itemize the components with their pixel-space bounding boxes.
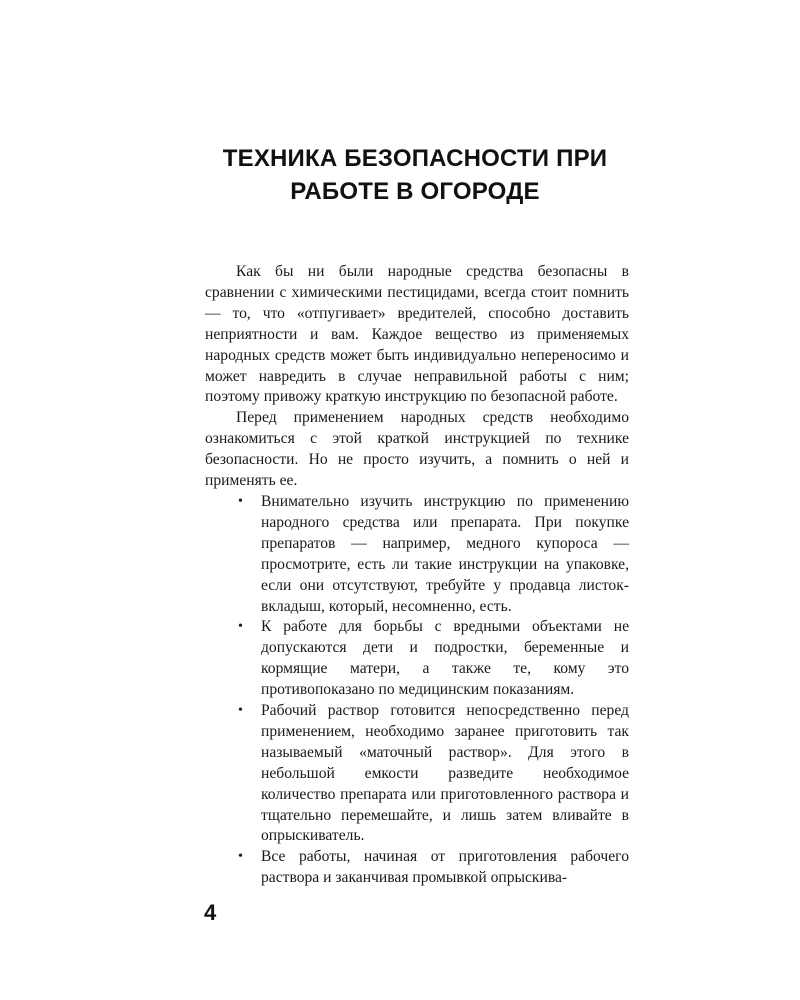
title-line-2: РАБОТЕ В ОГОРОДЕ (290, 178, 540, 205)
page-title (150, 142, 680, 208)
safety-rules-list (205, 492, 629, 889)
list-item-text: Все работы, начиная от приготовления рабочего раствора и заканчивая промывкой опрыскива- (261, 848, 629, 887)
list-item-text: Рабочий раствор готовится непосредственно перед применением, необходимо заранее приготовить так называемый «маточный раствор». Для этого в небольшой емкости разведите необходимое количество препарата или приготовленного раствора и тщательно перемешайте, и лишь затем вливайте в опрыскиватель. (261, 702, 629, 845)
bullet-icon: • (238, 849, 243, 865)
paragraph-intro: Как бы ни были народные средства безопасны в сравнении с химическими пестицидами, всегда стоит помнить — то, что «отпугивает» вредителей, способно доставить неприятности и вам. Каждое вещество из применяемых народных средств может быть индивидуально непереносимо и может навредить в случае неправильной работы с ним; поэтому привожу краткую инструкцию по безопасной работе. (205, 263, 629, 406)
list-item-text: К работе для борьбы с вредными объектами не допускаются дети и подростки, беременные и кормящие матери, а также те, кому это противопоказано по медицинским показаниям. (261, 618, 629, 699)
bullet-icon: • (238, 703, 243, 719)
list-item (205, 617, 629, 701)
body-text (205, 262, 629, 889)
list-item (205, 701, 629, 847)
title-line-1: ТЕХНИКА БЕЗОПАСНОСТИ ПРИ (222, 145, 608, 172)
paragraph-instruction: Перед применением народных средств необходимо ознакомиться с этой краткой инструкцией по технике безопасности. Но не просто изучить, а помнить о ней и применять ее. (205, 409, 629, 490)
page-number: 4 (204, 900, 217, 925)
list-item-text: Внимательно изучить инструкцию по применению народного средства или препарата. При покупке препаратов — например, медного купороса — просмотрите, есть ли такие инструкции на упаковке, если они отсутствуют, требуйте у продавца листок-вкладыш, который, несомненно, есть. (261, 492, 629, 615)
bullet-icon: • (238, 619, 243, 635)
list-item (205, 847, 629, 889)
bullet-icon: • (238, 493, 243, 509)
list-item (205, 492, 629, 617)
